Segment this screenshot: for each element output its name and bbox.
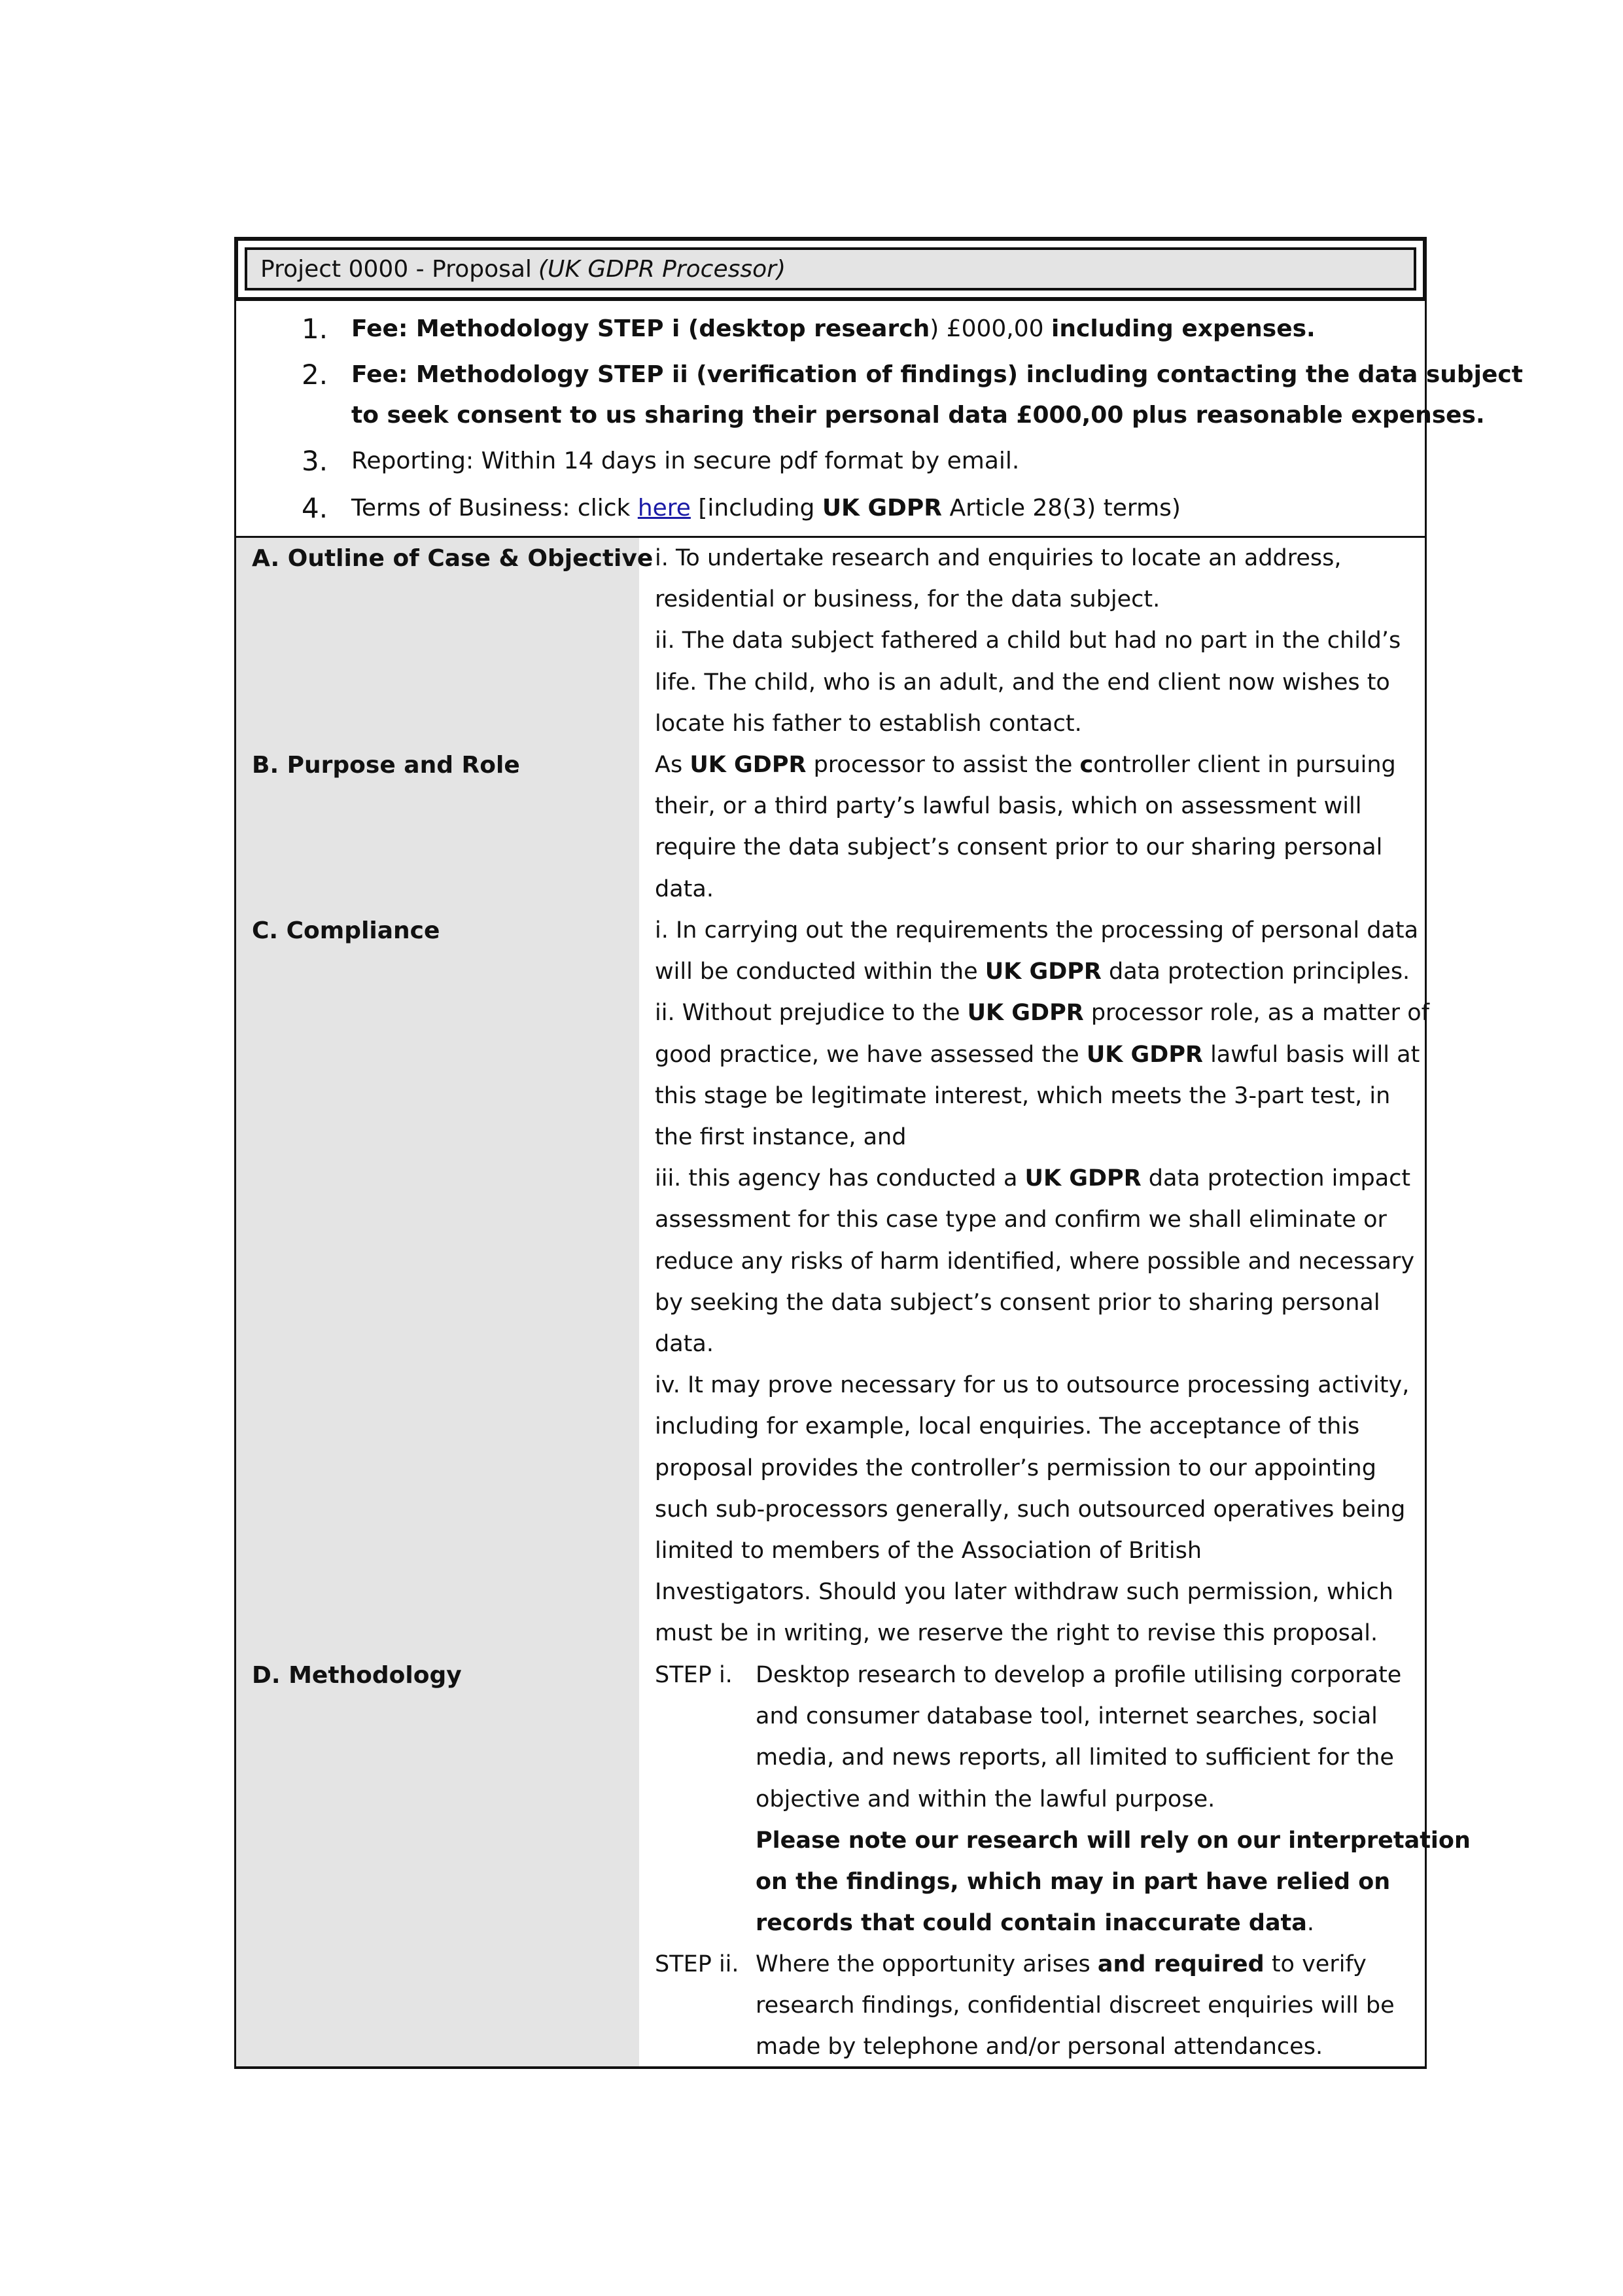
- text-line: As UK GDPR processor to assist the controller client in pursuing: [655, 752, 1396, 778]
- text-line: this stage be legitimate interest, which meets the 3-part test, in: [655, 1082, 1391, 1109]
- text-line: good practice, we have assessed the UK GDPR lawful basis will at: [655, 1041, 1420, 1068]
- text-line: reduce any risks of harm identified, where possible and necessary: [655, 1248, 1415, 1275]
- fee-text: [351, 441, 1391, 482]
- terms-link[interactable]: here: [637, 495, 691, 521]
- fee-text: [351, 309, 1391, 349]
- fee-number: 2.: [302, 359, 328, 391]
- section-heading-purpose: B. Purpose and Role: [252, 752, 520, 779]
- section-heading-compliance: C. Compliance: [252, 917, 440, 944]
- text-line: data.: [655, 1331, 714, 1358]
- text-line: ii. The data subject fathered a child but had no part in the child’s: [655, 627, 1401, 654]
- text-line: including for example, local enquiries. The acceptance of this: [655, 1413, 1360, 1440]
- text-line: iv. It may prove necessary for us to outsource processing activity,: [655, 1372, 1410, 1399]
- sections-table: [234, 538, 1471, 2069]
- text-line: made by telephone and/or personal attendances.: [756, 2034, 1323, 2060]
- step-body: [756, 1944, 1416, 2068]
- section-heading-methodology: D. Methodology: [252, 1662, 462, 1689]
- text-line: media, and news reports, all limited to sufficient for the: [756, 1744, 1394, 1771]
- text-line: Where the opportunity arises and required to verify: [756, 1951, 1367, 1977]
- fee-line: Fee: Methodology STEP i (desktop research) £000,00 including expenses.: [351, 315, 1316, 342]
- text-line: Desktop research to develop a profile utilising corporate: [756, 1662, 1402, 1688]
- title-box: [234, 237, 1427, 301]
- text-line: life. The child, who is an adult, and the end client now wishes to: [655, 669, 1390, 696]
- text-line: records that could contain inaccurate data.: [756, 1910, 1315, 1937]
- text-line: must be in writing, we reserve the right to revise this proposal.: [655, 1620, 1378, 1647]
- text-line: locate his father to establish contact.: [655, 710, 1082, 737]
- text-line: Investigators. Should you later withdraw such permission, which: [655, 1579, 1393, 1606]
- text-line: such sub-processors generally, such outsourced operatives being: [655, 1496, 1406, 1523]
- fee-text: [351, 355, 1523, 436]
- text-line: research findings, confidential discreet enquiries will be: [756, 1992, 1395, 2019]
- section-body-purpose: [655, 745, 1414, 910]
- fee-line: Reporting: Within 14 days in secure pdf format by email.: [351, 448, 1020, 474]
- text-line: and consumer database tool, internet searches, social: [756, 1703, 1378, 1730]
- text-line: iii. this agency has conducted a UK GDPR data protection impact: [655, 1165, 1411, 1192]
- step-label: STEP ii.: [655, 1951, 739, 1977]
- text-line: ii. Without prejudice to the UK GDPR processor role, as a matter of: [655, 1000, 1429, 1027]
- text-line: assessment for this case type and confirm we shall eliminate or: [655, 1207, 1387, 1233]
- section-body-compliance: [655, 910, 1429, 1655]
- text-line: i. In carrying out the requirements the processing of personal data: [655, 917, 1419, 944]
- fee-text: [351, 488, 1391, 529]
- fee-list: [234, 301, 1523, 538]
- text-line: Please note our research will rely on our interpretation: [756, 1827, 1471, 1854]
- section-heading-outline: A. Outline of Case & Objective: [252, 545, 654, 572]
- text-line: i. To undertake research and enquiries to locate an address,: [655, 545, 1342, 571]
- text-line: proposal provides the controller’s permission to our appointing: [655, 1455, 1376, 1481]
- fee-line: Fee: Methodology STEP ii (verification of findings) including contacting the data subject: [351, 361, 1523, 388]
- title-bar: [245, 247, 1416, 291]
- fee-line: to seek consent to us sharing their personal data £000,00 plus reasonable expenses.: [351, 402, 1485, 429]
- text-line: on the findings, which may in part have relied on: [756, 1869, 1391, 1896]
- project-title: Project 0000 - Proposal: [260, 255, 532, 283]
- fee-number: 3.: [302, 445, 328, 477]
- project-subtitle: (UK GDPR Processor): [538, 255, 786, 283]
- fee-number: 4.: [302, 492, 328, 524]
- text-line: by seeking the data subject’s consent prior to sharing personal: [655, 1289, 1380, 1316]
- section-body-outline: [655, 538, 1414, 745]
- text-line: objective and within the lawful purpose.: [756, 1786, 1215, 1812]
- text-line: the first instance, and: [655, 1124, 907, 1151]
- text-line: will be conducted within the UK GDPR data protection principles.: [655, 959, 1410, 985]
- text-line: data.: [655, 875, 714, 902]
- text-line: their, or a third party’s lawful basis, which on assessment will: [655, 793, 1362, 820]
- text-line: limited to members of the Association of British: [655, 1538, 1202, 1564]
- text-line: residential or business, for the data subject.: [655, 586, 1161, 613]
- step-body: [756, 1655, 1471, 1944]
- fee-number: 1.: [302, 313, 328, 345]
- fee-line: Terms of Business: click here [including UK GDPR Article 28(3) terms): [351, 495, 1181, 521]
- step-label: STEP i.: [655, 1662, 733, 1688]
- text-line: require the data subject’s consent prior to our sharing personal: [655, 834, 1383, 861]
